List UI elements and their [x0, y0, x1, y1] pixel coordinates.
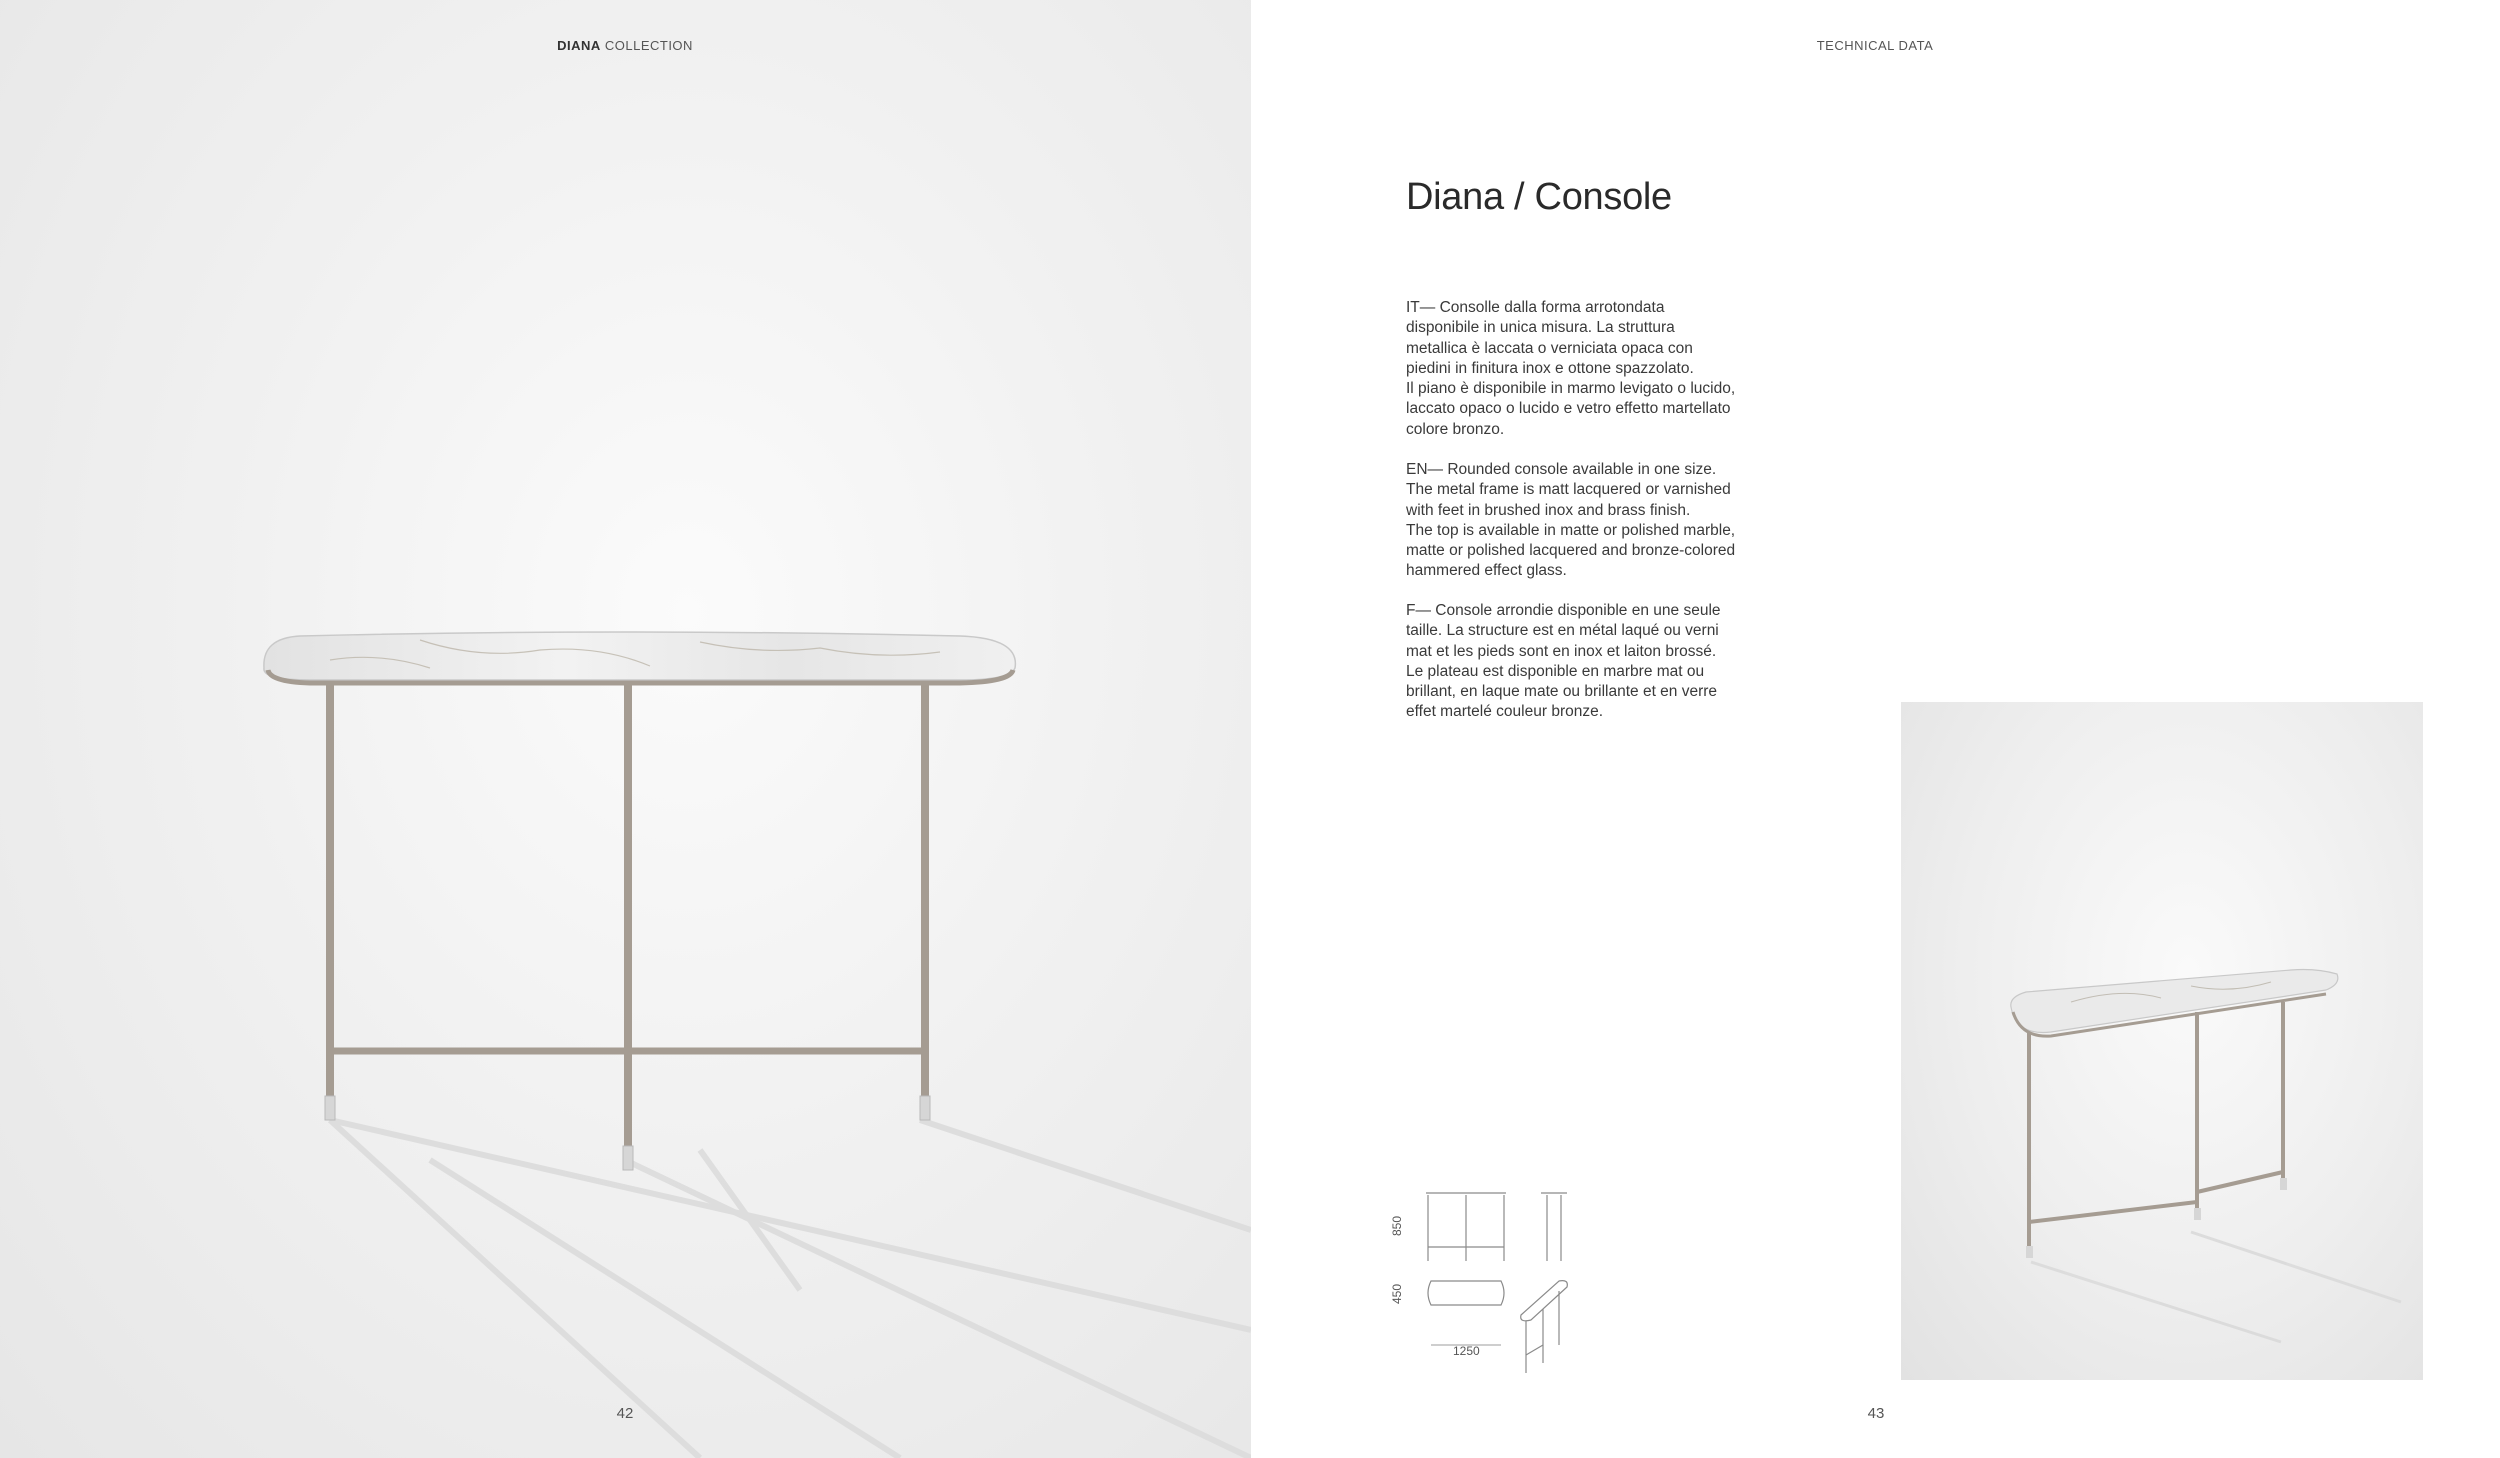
page-number-left: 42 — [616, 1405, 634, 1422]
desc-line: Il piano è disponibile in marmo levigato o lucido, — [1406, 380, 1736, 398]
desc-line: with feet in brushed inox and brass finish. — [1406, 501, 1691, 519]
console-frame — [330, 680, 925, 1150]
drawing-lines — [1391, 1175, 1571, 1375]
desc-line: taille. La structure est en métal laqué ou verni — [1406, 622, 1719, 640]
desc-line: Le plateau est disponible en marbre mat ou — [1406, 662, 1705, 680]
console-thumbnail-drawing — [1901, 702, 2423, 1380]
right-page — [1251, 0, 2500, 1458]
description-en — [1406, 460, 1766, 582]
marble-top — [264, 632, 1015, 680]
desc-line: metallica è laccata o verniciata opaca con — [1406, 339, 1693, 357]
desc-line: piedini in finitura inox e ottone spazzolato. — [1406, 359, 1694, 377]
desc-line: The metal frame is matt lacquered or varnished — [1406, 481, 1731, 499]
desc-line: hammered effect glass. — [1406, 562, 1567, 580]
description-it — [1406, 298, 1766, 440]
desc-line: F— Console arrondie disponible en une seule — [1406, 602, 1721, 619]
page-title: Diana / Console — [1406, 176, 1672, 218]
desc-line: disponibile in unica misura. La struttura — [1406, 319, 1675, 337]
floor-shadows — [330, 1120, 1251, 1458]
desc-line: The top is available in matte or polished marble, — [1406, 521, 1736, 539]
running-header-right: TECHNICAL DATA — [1816, 38, 1934, 53]
console-thumbnail-photo — [1901, 702, 2423, 1380]
technical-drawings — [1391, 1175, 1571, 1375]
page-number-right: 43 — [1867, 1405, 1885, 1422]
header-brand: DIANA — [557, 38, 601, 53]
header-section: COLLECTION — [604, 38, 693, 53]
desc-line: colore bronzo. — [1406, 420, 1505, 438]
desc-line: laccato opaco o lucido e vetro effetto martellato — [1406, 400, 1731, 418]
desc-line: EN— Rounded console available in one size. — [1406, 461, 1717, 478]
dim-width: 1250 — [1453, 1344, 1480, 1358]
desc-line: brillant, en laque mate ou brillante et en verre — [1406, 683, 1718, 701]
dim-height: 850 — [1390, 1215, 1405, 1237]
desc-line: mat et les pieds sont en inox et laiton brossé. — [1406, 642, 1717, 660]
desc-line: effet martelé couleur bronze. — [1406, 703, 1604, 721]
description-fr — [1406, 601, 1766, 723]
dim-depth: 450 — [1390, 1283, 1405, 1305]
desc-line: IT— Consolle dalla forma arrotondata — [1406, 299, 1665, 316]
desc-line: matte or polished lacquered and bronze-colored — [1406, 542, 1736, 560]
